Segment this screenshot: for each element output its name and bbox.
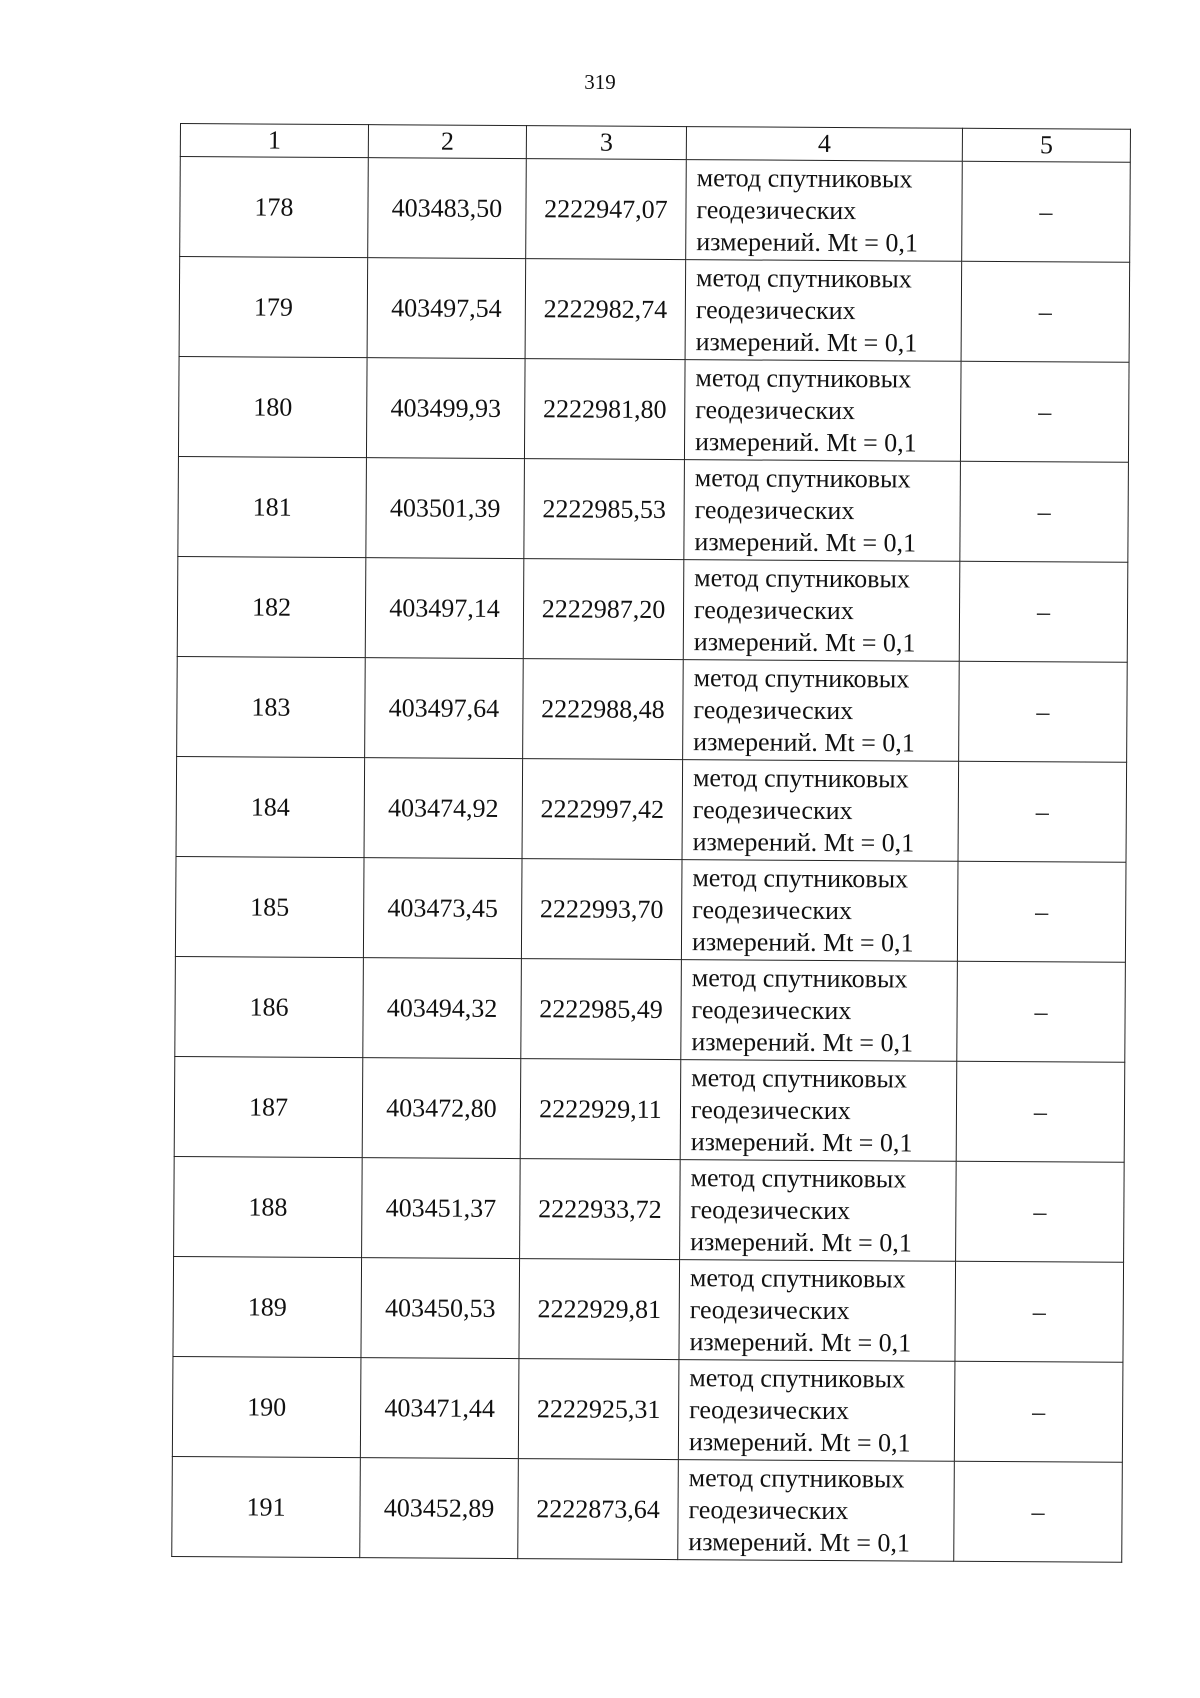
method-line-1: метод спутниковых [692, 762, 909, 793]
x-coordinate-cell: 403497,64 [365, 658, 524, 759]
method-line-1: метод спутниковых [690, 1162, 907, 1193]
method-line-1: метод спутниковых [688, 1462, 905, 1493]
note-cell: – [960, 461, 1129, 562]
point-number-cell: 190 [172, 1356, 361, 1457]
method-cell [682, 760, 959, 862]
method-line-3: измерений. Mt = 0,1 [696, 226, 918, 258]
table-row [172, 1356, 1123, 1462]
note-cell: – [962, 161, 1131, 262]
method-cell [686, 160, 963, 262]
note-cell: – [957, 861, 1126, 962]
y-coordinate-cell: 2222988,48 [523, 659, 684, 760]
point-number-cell: 191 [172, 1456, 361, 1557]
y-coordinate-cell: 2222981,80 [524, 359, 685, 460]
table-row [174, 1156, 1125, 1262]
method-cell [678, 1360, 955, 1462]
y-coordinate-cell: 2222933,72 [520, 1159, 681, 1260]
note-cell: – [961, 261, 1130, 362]
table-row [172, 1456, 1123, 1562]
method-line-2: геодезических [693, 694, 854, 725]
method-line-1: метод спутниковых [695, 362, 912, 393]
point-number-cell: 183 [177, 656, 366, 757]
y-coordinate-cell: 2222873,64 [518, 1459, 679, 1560]
header-col-4: 4 [686, 127, 962, 162]
method-line-3: измерений. Mt = 0,1 [694, 526, 917, 558]
table-row [178, 356, 1129, 462]
method-line-2: геодезических [692, 794, 853, 825]
y-coordinate-cell: 2222987,20 [523, 559, 684, 660]
method-line-2: геодезических [696, 194, 857, 225]
method-cell [681, 860, 958, 962]
table-row [174, 1056, 1125, 1162]
method-line-1: метод спутниковых [689, 1362, 906, 1393]
header-col-3: 3 [526, 126, 686, 160]
y-coordinate-cell: 2222997,42 [522, 759, 683, 860]
x-coordinate-cell: 403497,14 [365, 558, 524, 659]
table-row [177, 556, 1128, 662]
point-number-cell: 181 [178, 456, 367, 557]
method-cell [685, 260, 962, 362]
header-col-5: 5 [962, 128, 1130, 162]
x-coordinate-cell: 403501,39 [366, 458, 525, 559]
x-coordinate-cell: 403450,53 [361, 1258, 520, 1359]
header-col-2: 2 [368, 125, 526, 159]
method-line-3: измерений. Mt = 0,1 [690, 1226, 912, 1257]
y-coordinate-cell: 2222929,11 [520, 1059, 681, 1160]
method-line-1: метод спутниковых [692, 862, 909, 893]
y-coordinate-cell: 2222985,49 [521, 959, 682, 1060]
y-coordinate-cell: 2222929,81 [519, 1259, 680, 1360]
method-line-3: измерений. Mt = 0,1 [693, 726, 915, 758]
method-cell [679, 1260, 956, 1362]
note-cell: – [956, 1161, 1125, 1262]
table-body [172, 157, 1131, 1563]
page-number: 319 [584, 70, 616, 94]
method-line-1: метод спутниковых [691, 1062, 907, 1093]
y-coordinate-cell: 2222925,31 [518, 1359, 679, 1460]
method-line-2: геодезических [689, 1394, 849, 1425]
x-coordinate-cell: 403471,44 [360, 1358, 519, 1459]
point-number-cell: 187 [174, 1056, 363, 1157]
point-number-cell: 186 [175, 956, 364, 1057]
method-line-3: измерений. Mt = 0,1 [690, 1126, 913, 1157]
x-coordinate-cell: 403474,92 [364, 758, 523, 859]
point-number-cell: 188 [174, 1156, 363, 1257]
method-line-2: геодезических [695, 394, 856, 425]
method-line-1: метод спутниковых [694, 462, 911, 493]
table-row [175, 956, 1126, 1062]
x-coordinate-cell: 403497,54 [367, 258, 526, 359]
method-line-3: измерений. Mt = 0,1 [693, 626, 916, 658]
method-line-3: измерений. Mt = 0,1 [692, 826, 915, 857]
point-number-cell: 182 [177, 556, 366, 657]
method-line-3: измерений. Mt = 0,1 [688, 1426, 911, 1457]
method-line-2: геодезических [694, 494, 855, 525]
table-row [179, 257, 1130, 363]
method-cell [684, 360, 961, 462]
method-line-3: измерений. Mt = 0,1 [695, 326, 918, 358]
method-cell [681, 960, 958, 1062]
note-cell: – [960, 361, 1129, 462]
note-cell: – [957, 961, 1126, 1062]
method-line-3: измерений. Mt = 0,1 [688, 1526, 911, 1557]
method-line-2: геодезических [689, 1294, 850, 1325]
method-line-1: метод спутниковых [695, 262, 912, 293]
method-cell [678, 1460, 955, 1562]
x-coordinate-cell: 403452,89 [360, 1458, 519, 1559]
table-row [177, 656, 1128, 762]
x-coordinate-cell: 403499,93 [366, 358, 525, 459]
method-line-3: измерений. Mt = 0,1 [691, 1026, 914, 1057]
point-number-cell: 184 [176, 756, 365, 857]
method-line-3: измерений. Mt = 0,1 [691, 926, 914, 957]
note-cell: – [955, 1261, 1124, 1362]
method-line-2: геодезических [691, 994, 852, 1025]
method-line-3: измерений. Mt = 0,1 [694, 426, 917, 458]
method-cell [683, 560, 960, 662]
method-line-2: геодезических [690, 1194, 851, 1225]
coordinates-table [171, 123, 1131, 1563]
table-row [175, 856, 1126, 962]
table-row [176, 756, 1127, 862]
note-cell: – [954, 1461, 1123, 1562]
note-cell: – [959, 661, 1128, 762]
table-row [173, 1256, 1124, 1362]
method-cell [680, 1060, 957, 1162]
method-line-2: геодезических [688, 1494, 849, 1525]
note-cell: – [954, 1361, 1123, 1462]
header-col-1: 1 [180, 124, 368, 158]
table-row [180, 157, 1131, 263]
method-line-1: метод спутниковых [693, 662, 910, 693]
method-line-2: геодезических [690, 1094, 851, 1125]
point-number-cell: 185 [175, 856, 364, 957]
point-number-cell: 178 [180, 157, 369, 258]
x-coordinate-cell: 403473,45 [363, 858, 522, 959]
method-cell [680, 1160, 957, 1262]
method-cell [684, 460, 961, 562]
point-number-cell: 180 [178, 356, 367, 457]
y-coordinate-cell: 2222993,70 [521, 859, 682, 960]
method-line-1: метод спутниковых [696, 162, 913, 193]
method-line-3: измерений. Mt = 0,1 [689, 1326, 912, 1357]
method-cell [683, 660, 960, 762]
x-coordinate-cell: 403472,80 [362, 1058, 521, 1159]
method-line-1: метод спутниковых [691, 962, 908, 993]
method-line-2: геодезических [692, 894, 853, 925]
point-number-cell: 179 [179, 257, 368, 358]
method-line-2: геодезических [693, 594, 854, 625]
point-number-cell: 189 [173, 1256, 362, 1357]
x-coordinate-cell: 403483,50 [368, 158, 527, 259]
y-coordinate-cell: 2222947,07 [526, 159, 687, 260]
table-row [178, 456, 1129, 562]
y-coordinate-cell: 2222985,53 [524, 459, 685, 560]
method-line-1: метод спутниковых [689, 1262, 906, 1293]
x-coordinate-cell: 403494,32 [363, 958, 522, 1059]
method-line-1: метод спутниковых [694, 562, 911, 593]
note-cell: – [959, 561, 1128, 662]
y-coordinate-cell: 2222982,74 [525, 259, 686, 360]
method-line-2: геодезических [695, 294, 856, 325]
note-cell: – [958, 761, 1127, 862]
note-cell: – [956, 1061, 1125, 1162]
x-coordinate-cell: 403451,37 [362, 1158, 521, 1259]
